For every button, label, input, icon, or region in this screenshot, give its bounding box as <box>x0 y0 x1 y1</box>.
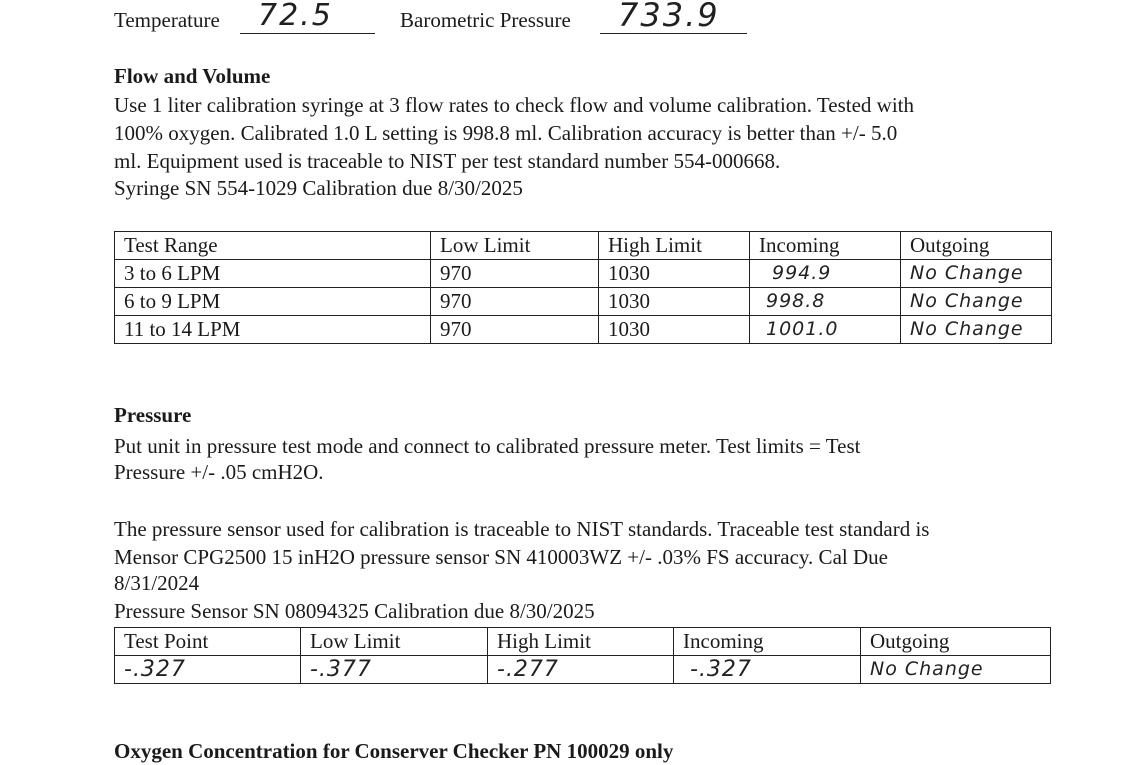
barometric-pressure-field <box>600 2 747 34</box>
barometric-pressure-value: 733.9 <box>618 0 720 34</box>
temperature-field <box>240 2 375 34</box>
table-row <box>115 656 1051 684</box>
handwritten-cell: No Change <box>901 288 1052 316</box>
flow-volume-text-line: 100% oxygen. Calibrated 1.0 L setting is 998.8 ml. Calibration accuracy is better than +/- 5.0 <box>114 121 898 145</box>
handwritten-cell: -.327 <box>115 656 301 684</box>
handwritten-cell: No Change <box>861 656 1051 684</box>
table-cell: 970 <box>431 288 599 316</box>
table-row <box>115 288 1052 316</box>
column-header: Incoming <box>750 232 901 260</box>
column-header: Outgoing <box>861 628 1051 656</box>
column-header: Test Range <box>115 232 431 260</box>
table-cell: 1030 <box>599 260 750 288</box>
oxygen-concentration-heading: Oxygen Concentration for Conserver Checker PN 100029 only <box>114 739 674 763</box>
handwritten-cell: 1001.0 <box>750 316 901 344</box>
pressure-heading: Pressure <box>114 403 192 427</box>
table-cell: 970 <box>431 260 599 288</box>
pressure-traceability-line: The pressure sensor used for calibration is traceable to NIST standards. Traceable test standard is <box>114 517 930 541</box>
handwritten-cell: No Change <box>901 316 1052 344</box>
flow-volume-heading: Flow and Volume <box>114 64 271 88</box>
pressure-traceability-line: 8/31/2024 <box>114 571 200 595</box>
temperature-value: 72.5 <box>258 0 333 33</box>
pressure-table <box>114 627 1051 684</box>
column-header: Low Limit <box>431 232 599 260</box>
pressure-text-line: Pressure +/- .05 cmH2O. <box>114 460 324 484</box>
table-cell: 6 to 9 LPM <box>115 288 431 316</box>
table-cell: 3 to 6 LPM <box>115 260 431 288</box>
column-header: Test Point <box>115 628 301 656</box>
handwritten-cell: No Change <box>901 260 1052 288</box>
handwritten-cell: 998.8 <box>750 288 901 316</box>
handwritten-cell: -.277 <box>488 656 674 684</box>
handwritten-cell: -.327 <box>674 656 861 684</box>
table-cell: 1030 <box>599 316 750 344</box>
table-cell: 1030 <box>599 288 750 316</box>
flow-volume-text-line: ml. Equipment used is traceable to NIST per test standard number 554-000668. <box>114 149 781 173</box>
temperature-label: Temperature <box>114 8 220 32</box>
column-header: Outgoing <box>901 232 1052 260</box>
column-header: Low Limit <box>301 628 488 656</box>
table-cell: 11 to 14 LPM <box>115 316 431 344</box>
handwritten-cell: 994.9 <box>750 260 901 288</box>
table-cell: 970 <box>431 316 599 344</box>
table-row <box>115 260 1052 288</box>
pressure-text-line: Put unit in pressure test mode and connect to calibrated pressure meter. Test limits = Test <box>114 434 861 458</box>
flow-volume-text-line: Use 1 liter calibration syringe at 3 flow rates to check flow and volume calibration. Tested with <box>114 93 914 117</box>
table-row <box>115 316 1052 344</box>
handwritten-cell: -.377 <box>301 656 488 684</box>
column-header: High Limit <box>599 232 750 260</box>
pressure-traceability-line: Mensor CPG2500 15 inH2O pressure sensor SN 410003WZ +/- .03% FS accuracy. Cal Due <box>114 545 888 569</box>
barometric-pressure-label: Barometric Pressure <box>400 8 571 32</box>
column-header: High Limit <box>488 628 674 656</box>
table-header-row <box>115 232 1052 260</box>
column-header: Incoming <box>674 628 861 656</box>
pressure-sensor-info-line: Pressure Sensor SN 08094325 Calibration due 8/30/2025 <box>114 599 595 623</box>
table-header-row <box>115 628 1051 656</box>
syringe-info-line: Syringe SN 554-1029 Calibration due 8/30/2025 <box>114 176 523 200</box>
flow-volume-table <box>114 231 1052 344</box>
